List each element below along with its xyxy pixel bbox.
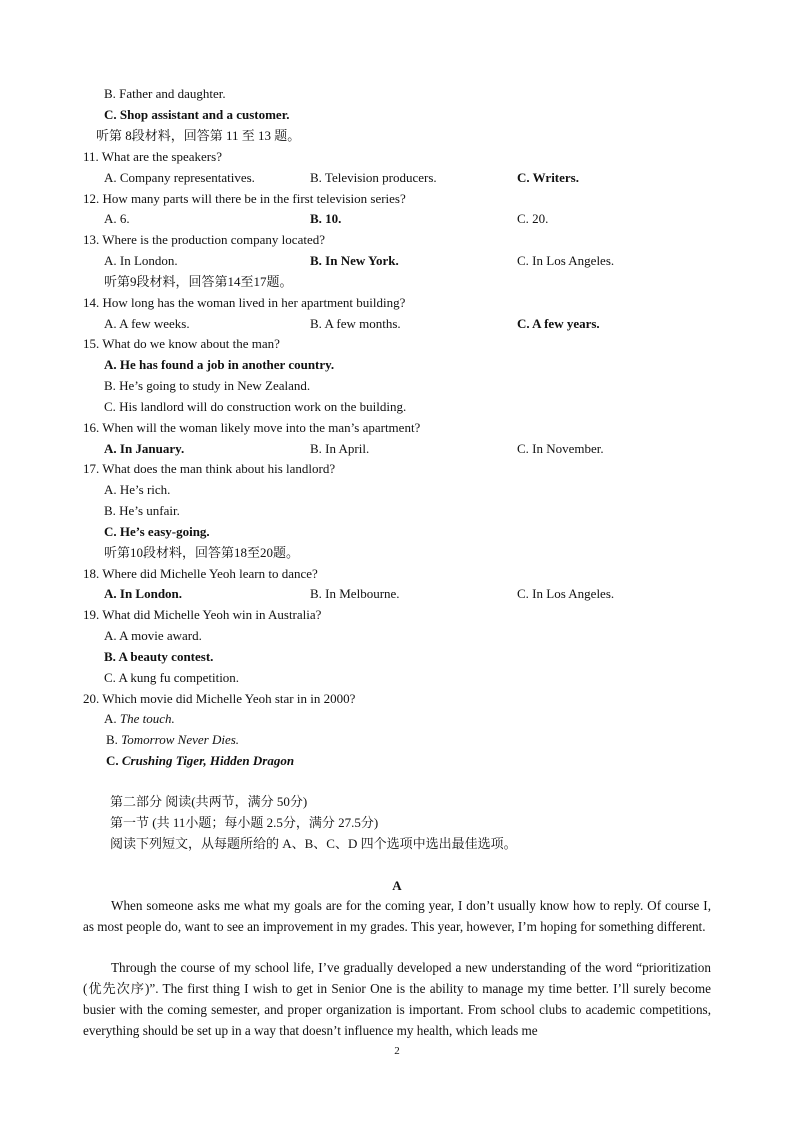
movie-title: The touch. — [119, 711, 175, 726]
option-c: C. 20. — [517, 211, 549, 226]
passage-label: A — [392, 878, 402, 893]
option-a: A. 6. — [104, 211, 130, 226]
option-a: A. In London. — [104, 253, 178, 268]
passage-paragraph-1: When someone asks me what my goals are for the coming year, I don’t usually know how to reply. Of course I, as most people do, want to see an improvement in my grades. This year, however, I’m hoping for something different. — [83, 898, 711, 934]
option-c: C. In Los Angeles. — [517, 253, 615, 268]
reading-instruction: 阅读下列短文，从每题所给的 A、B、C、D 四个选项中选出最佳选项。 — [110, 836, 517, 851]
answer-option: A. He has found a job in another country. — [104, 357, 335, 372]
answer-option: A. In London. — [104, 586, 183, 601]
question-16: 16. When will the woman likely move into the man’s apartment? — [83, 420, 421, 435]
passage-paragraph-2: Through the course of my school life, I’ve gradually developed a new understanding of the word “prioritization (优先次序)”. The first thing I wish to get in Senior One is the ability to manage my time better. I’ll surely become busier with the coming semester, and proper organization is important. From school clubs to academic competitions, everything should be set up in a way that doesn’t influence my health, which leads me — [83, 960, 711, 1038]
section-instruction: 听第 8段材料，回答第 11 至 13 题。 — [96, 128, 301, 143]
option-b: B. In Melbourne. — [310, 586, 400, 601]
movie-title: Crushing Tiger, Hidden Dragon — [121, 753, 295, 768]
answer-option: C. Writers. — [517, 170, 579, 185]
option-b: B. He’s going to study in New Zealand. — [104, 378, 311, 393]
question-13: 13. Where is the production company located? — [83, 232, 325, 247]
option-b: B. In April. — [310, 441, 370, 456]
option-label: C. — [106, 753, 122, 768]
option-label: A. — [104, 711, 120, 726]
answer-option: C. He’s easy-going. — [104, 524, 210, 539]
part-heading: 第二部分 阅读(共两节，满分 50分) — [110, 794, 308, 809]
question-20: 20. Which movie did Michelle Yeoh star in in 2000? — [83, 691, 356, 706]
option-b: B. Television producers. — [310, 170, 437, 185]
option-a: A. He’s rich. — [104, 482, 171, 497]
option-c: C. His landlord will do construction work on the building. — [104, 399, 407, 414]
question-15: 15. What do we know about the man? — [83, 336, 280, 351]
question-18: 18. Where did Michelle Yeoh learn to dance? — [83, 566, 318, 581]
section-instruction: 听第9段材料，回答第14至17题。 — [104, 274, 293, 289]
section-instruction: 听第10段材料，回答第18至20题。 — [104, 545, 300, 560]
option-c: C. In November. — [517, 441, 604, 456]
option-a: A. Company representatives. — [104, 170, 255, 185]
answer-option: B. In New York. — [310, 253, 399, 268]
option-b — [106, 732, 239, 748]
option-a: A. A movie award. — [104, 628, 202, 643]
answer-option — [106, 753, 294, 769]
option-b: B. He’s unfair. — [104, 503, 180, 518]
option-a: A. A few weeks. — [104, 316, 190, 331]
answer-option: B. 10. — [310, 211, 342, 226]
question-11: 11. What are the speakers? — [83, 149, 222, 164]
question-12: 12. How many parts will there be in the first television series? — [83, 191, 406, 206]
answer-option: B. A beauty contest. — [104, 649, 214, 664]
page-number: 2 — [394, 1045, 400, 1057]
question-19: 19. What did Michelle Yeoh win in Australia? — [83, 607, 322, 622]
answer-option: C. Shop assistant and a customer. — [104, 107, 290, 122]
option-line: B. Father and daughter. — [104, 86, 226, 101]
answer-option: C. A few years. — [517, 316, 600, 331]
option-label: B. — [106, 732, 122, 747]
question-14: 14. How long has the woman lived in her apartment building? — [83, 295, 406, 310]
question-17: 17. What does the man think about his landlord? — [83, 461, 336, 476]
option-c: C. A kung fu competition. — [104, 670, 240, 685]
movie-title: Tomorrow Never Dies. — [121, 732, 240, 747]
option-a — [104, 711, 175, 727]
section-heading: 第一节 (共 11小题；每小题 2.5分，满分 27.5分) — [110, 815, 379, 830]
option-b: B. A few months. — [310, 316, 401, 331]
answer-option: A. In January. — [104, 441, 185, 456]
option-c: C. In Los Angeles. — [517, 586, 615, 601]
